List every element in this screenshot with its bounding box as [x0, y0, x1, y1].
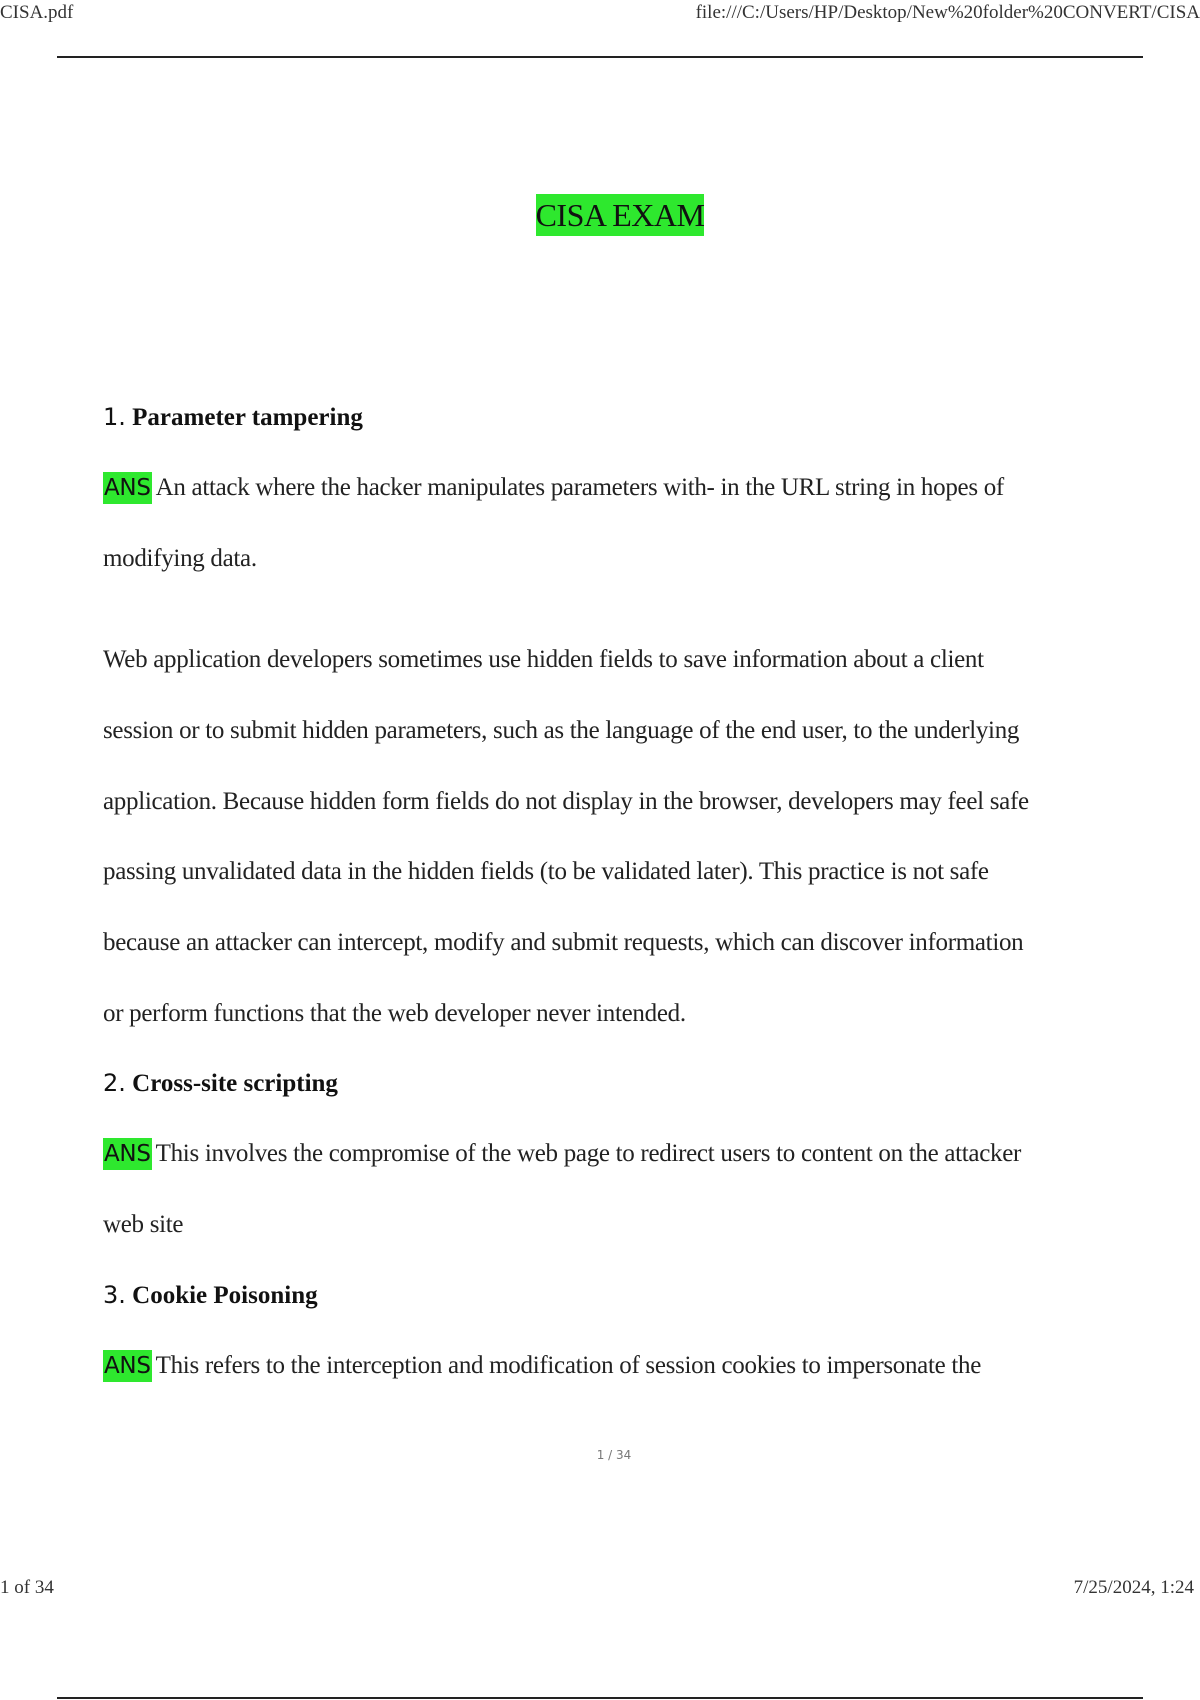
answer-line: web site [103, 1211, 184, 1238]
page-indicator: 1 / 34 [596, 1448, 632, 1462]
paragraph-line: passing unvalidated data in the hidden fields (to be validated later). This practice is not safe [103, 858, 989, 885]
header-divider [57, 56, 1143, 58]
answer-line: ANS An attack where the hacker manipulates parameters with- in the URL string in hopes of [103, 474, 1004, 502]
question-title: Cookie Poisoning [132, 1282, 318, 1309]
answer-line: ANS This involves the compromise of the web page to redirect users to content on the attacker [103, 1140, 1021, 1168]
question-2-heading [103, 1069, 338, 1098]
ans-badge: ANS [103, 1138, 152, 1170]
footer-divider [57, 1697, 1143, 1699]
question-3-heading [103, 1281, 318, 1310]
ans-badge: ANS [103, 1350, 152, 1382]
paragraph-line: application. Because hidden form fields do not display in the browser, developers may feel safe [103, 788, 1029, 815]
paragraph-line: Web application developers sometimes use hidden fields to save information about a client [103, 646, 984, 673]
answer-line: ANS This refers to the interception and modification of session cookies to impersonate the [103, 1352, 981, 1380]
print-header-doc-name: CISA.pdf [0, 2, 74, 23]
ans-badge: ANS [103, 472, 152, 504]
question-1-heading [103, 403, 363, 432]
print-footer-page: 1 of 34 [0, 1577, 54, 1598]
question-number: 1. [103, 403, 126, 431]
answer-line: modifying data. [103, 545, 257, 572]
question-title: Parameter tampering [132, 404, 363, 431]
document-title: CISA EXAM [0, 197, 1200, 234]
paragraph-line: because an attacker can intercept, modify and submit requests, which can discover information [103, 929, 1024, 956]
question-title: Cross-site scripting [132, 1070, 338, 1097]
print-footer-datetime: 7/25/2024, 1:24 [1073, 1577, 1194, 1598]
paragraph-line: session or to submit hidden parameters, such as the language of the end user, to the underlying [103, 717, 1020, 744]
question-number: 3. [103, 1281, 126, 1309]
paragraph-line: or perform functions that the web developer never intended. [103, 1000, 686, 1027]
question-number: 2. [103, 1069, 126, 1097]
print-header-file-path: file:///C:/Users/HP/Desktop/New%20folder%20CONVERT/CISA [695, 2, 1200, 23]
